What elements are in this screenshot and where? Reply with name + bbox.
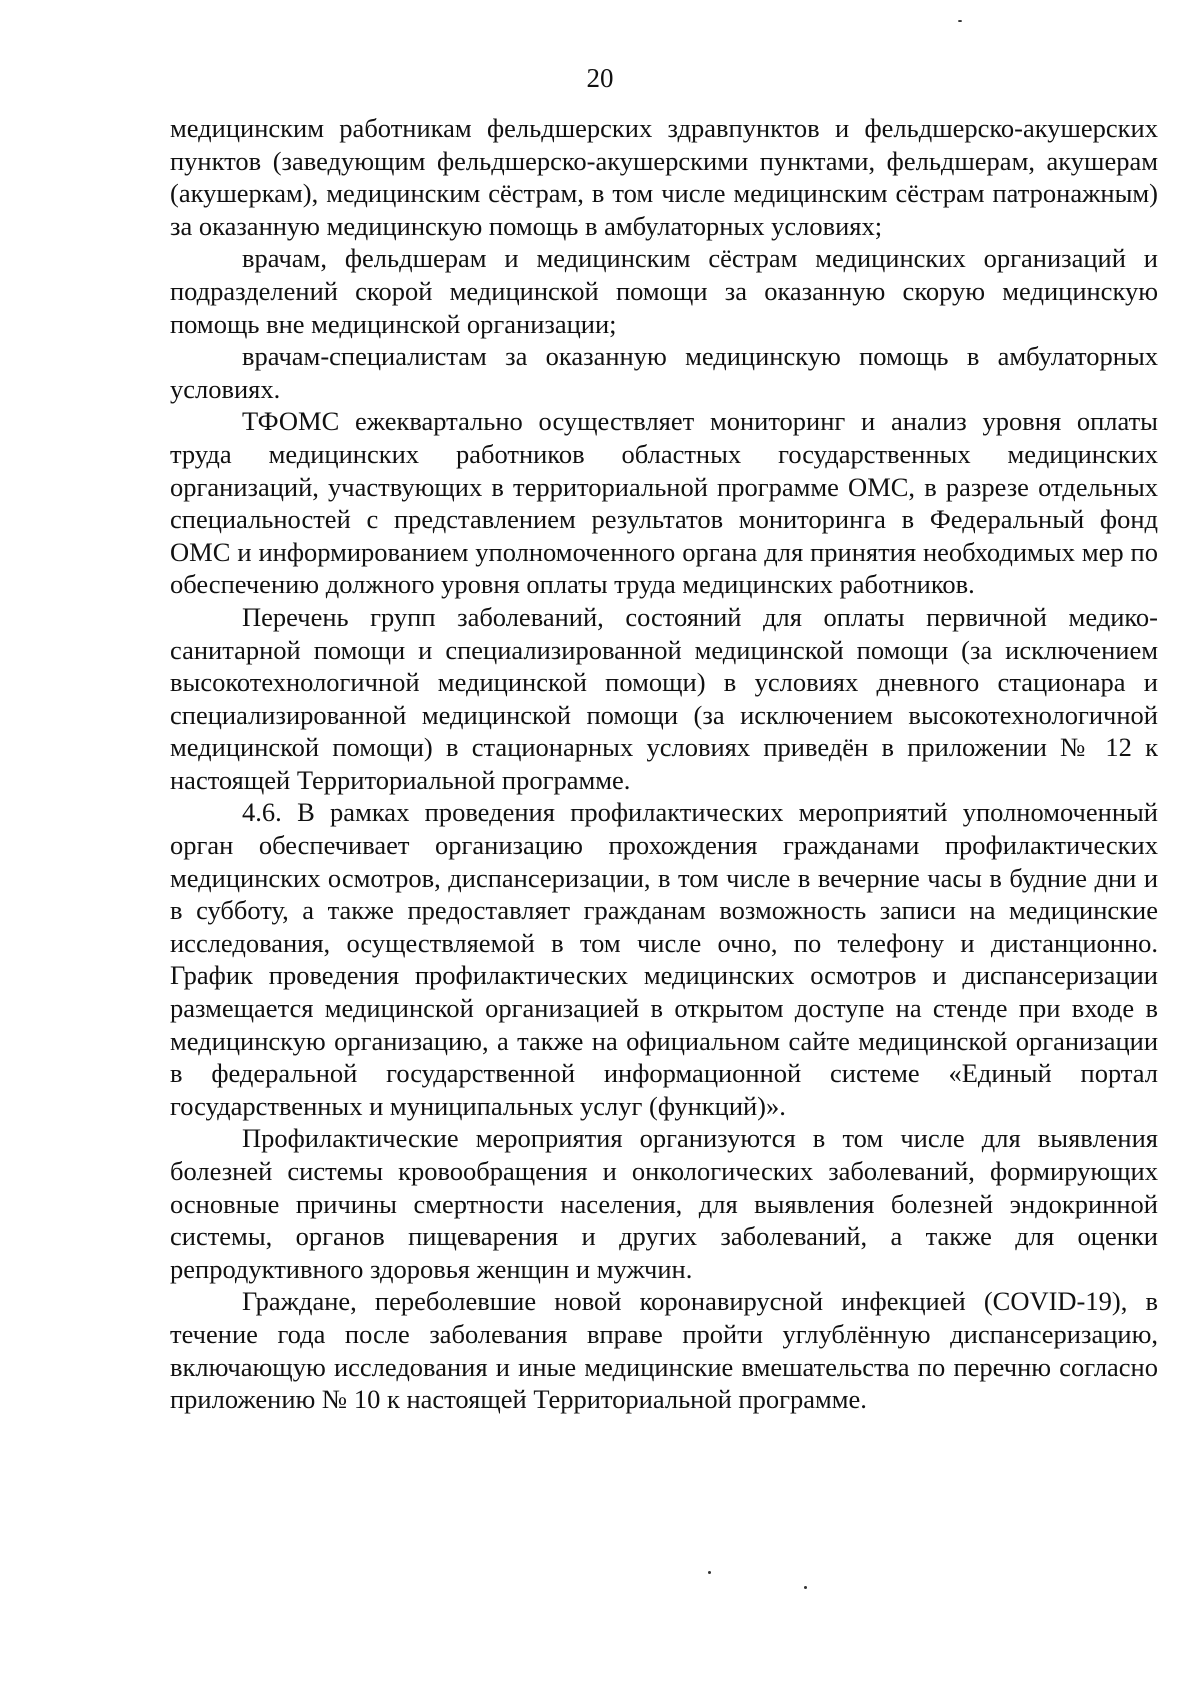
- paragraph: врачам, фельдшерам и медицинским сёстрам медицинских организаций и подразделений скорой медицинской помощи за оказанную скорую медицинскую помощь вне медицинской организации;: [170, 243, 1158, 339]
- scan-speck: [708, 1571, 711, 1574]
- paragraph: Профилактические мероприятия организуются в том числе для выявления болезней системы кровообращения и онкологических заболеваний, формирующих основные причины смертности населения, для выявления болезней эндокринной системы, органов пищеварения и других заболеваний, а также для оценки репродуктивного здоровья женщин и мужчин.: [170, 1123, 1158, 1284]
- paragraph: Перечень групп заболеваний, состояний для оплаты первичной медико-санитарной помощи и специализированной медицинской помощи (за исключением высокотехнологичной медицинской помощи) в условиях дневного стационара и специализированной медицинской помощи (за исключением высокотехнологичной медицинской помощи) в стационарных условиях приведён в приложении № 12 к настоящей Территориальной программе.: [170, 601, 1158, 795]
- scan-speck: [958, 20, 962, 22]
- page-number: 20: [586, 63, 614, 93]
- paragraph: врачам-специалистам за оказанную медицинскую помощь в амбулаторных условиях.: [170, 341, 1158, 404]
- paragraph-section-4-6: 4.6. В рамках проведения профилактических мероприятий уполномоченный орган обеспечивает организацию прохождения гражданами профилактических медицинских осмотров, диспансеризации, в том числе в вечерние часы в будние дни и в субботу, а также предоставляет гражданам возможность записи на медицинские исследования, осуществляемой в том числе очно, по телефону и дистанционно. График проведения профилактических медицинских осмотров и диспансеризации размещается медицинской организацией в открытом доступе на стенде при входе в медицинскую организацию, а также на официальном сайте медицинской организации в федеральной государственной информационной системе «Единый портал государственных и муниципальных услуг (функций)».: [170, 797, 1158, 1121]
- paragraph-continuation: медицинским работникам фельдшерских здравпунктов и фельдшерско-акушерских пунктов (заведующим фельдшерско-акушерскими пунктами, фельдшерам, акушерам (акушеркам), медицинским сёстрам, в том числе медицинским сёстрам патронажным) за оказанную медицинскую помощь в амбулаторных условиях;: [170, 113, 1158, 241]
- paragraph: Граждане, переболевшие новой коронавирусной инфекцией (COVID-19), в течение года после заболевания вправе пройти углублённую диспансеризацию, включающую исследования и иные медицинские вмешательства по перечню согласно приложению № 10 к настоящей Территориальной программе.: [170, 1286, 1158, 1415]
- scan-speck: [804, 1586, 807, 1589]
- document-body: [170, 112, 1158, 1416]
- paragraph: ТФОМС ежеквартально осуществляет мониторинг и анализ уровня оплаты труда медицинских работников областных государственных медицинских организаций, участвующих в территориальной программе ОМС, в разрезе отдельных специальностей с представлением результатов мониторинга в Федеральный фонд ОМС и информированием уполномоченного органа для принятия необходимых мер по обеспечению должного уровня оплаты труда медицинских работников.: [170, 406, 1158, 600]
